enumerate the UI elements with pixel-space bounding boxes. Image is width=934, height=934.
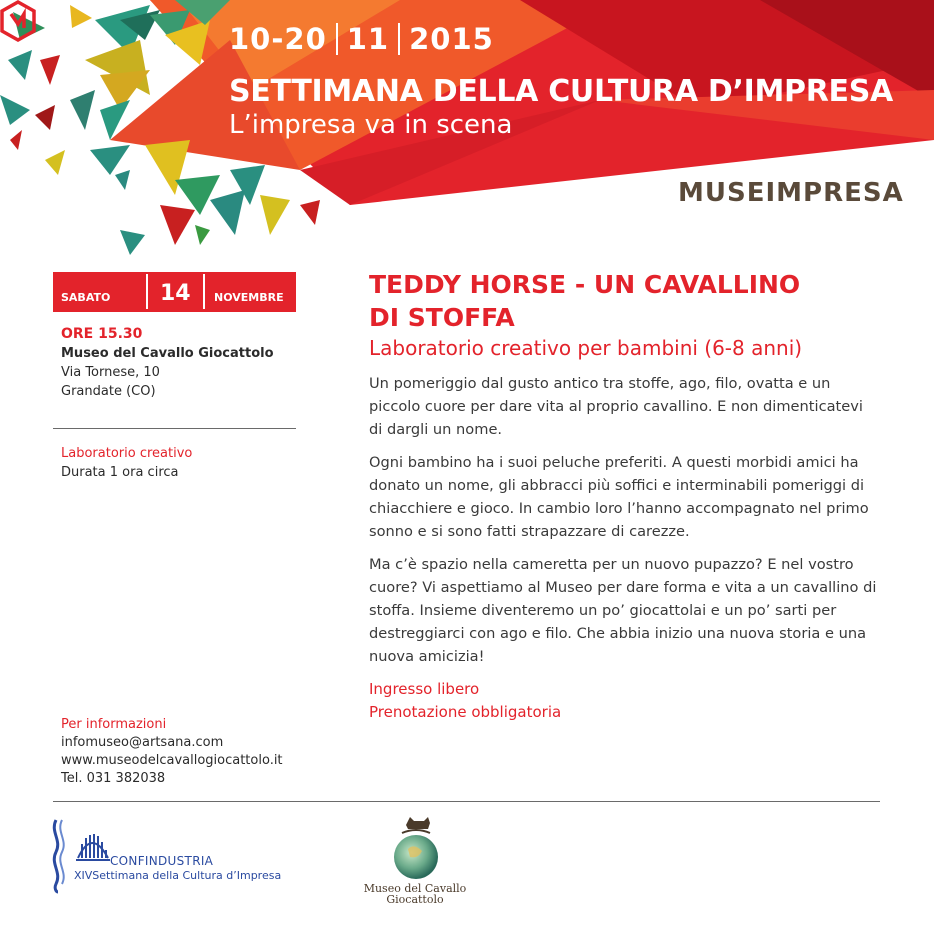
- paragraph: Ma c’è spazio nella cameretta per un nuovo pupazzo? E nel vostro cuore? Vi aspettiamo al Museo per dare forma e vita a un cavallino di stoffa. Insieme diventeremo un po’ giocattolai e un po’ sarti per destreggiarci con ago e filo. Che abbia inizio una nuova storia e una nuova amicizia!: [369, 556, 877, 665]
- bottom-divider: [53, 801, 880, 802]
- date-divider: [203, 274, 205, 309]
- main-title: [369, 268, 800, 334]
- main-subtitle: Laboratorio creativo per bambini (6-8 anni): [369, 336, 803, 360]
- event-subtitle: L’impresa va in scena: [229, 110, 513, 140]
- day-number: 14: [160, 281, 191, 306]
- paragraph: Ogni bambino ha i suoi peluche preferiti. A questi morbidi amici ha donato un nome, gli abbracci più soffici e interminabili pomeriggi di chiacchiere e gioco. In cambio loro l’hanno accompagnato nel primo sonno e si sono fatti strapazzare di carezze.: [369, 454, 869, 540]
- dates-range: 10-20: [229, 22, 327, 56]
- month-name: NOVEMBRE: [214, 291, 284, 304]
- activity-type: Laboratorio creativo: [61, 446, 193, 461]
- venue-city: Grandate (CO): [61, 384, 156, 399]
- museo-name-line1: Museo del Cavallo: [363, 882, 467, 895]
- museo-name: [362, 883, 468, 905]
- venue-name: Museo del Cavallo Giocattolo: [61, 346, 274, 361]
- contacts-label: Per informazioni: [61, 717, 167, 732]
- main-title-line1: TEDDY HORSE - UN CAVALLINO: [369, 270, 801, 299]
- main-title-line2: DI STOFFA: [369, 303, 515, 332]
- dates-year: 2015: [409, 22, 494, 56]
- event-dates: [229, 22, 494, 56]
- activity-info: [61, 444, 192, 482]
- event-title: SETTIMANA DELLA CULTURA D’IMPRESA: [229, 74, 893, 109]
- booking-info: Prenotazione obbligatoria: [369, 703, 562, 721]
- museo-name-line2: Giocattolo: [386, 893, 444, 906]
- date-box: [53, 272, 296, 312]
- confindustria-subtitle: XIVSettimana della Cultura d’Impresa: [74, 869, 282, 882]
- museimpresa-logo-icon: [0, 0, 36, 42]
- event-time: ORE 15.30: [61, 326, 143, 342]
- paragraph: Un pomeriggio dal gusto antico tra stoffe, ago, filo, ovatta e un piccolo cuore per dare vita al proprio cavallino. E non dimenticatevi di dargli un nome.: [369, 375, 863, 438]
- activity-duration: Durata 1 ora circa: [61, 465, 179, 480]
- entry-info: Ingresso libero: [369, 680, 480, 698]
- contact-phone: Tel. 031 382038: [61, 771, 166, 786]
- contact-info: [61, 716, 283, 788]
- left-divider: [53, 428, 296, 429]
- venue-info: [61, 325, 274, 401]
- contact-website[interactable]: www.museodelcavallogiocattolo.it: [61, 753, 283, 768]
- contact-email[interactable]: infomuseo@artsana.com: [61, 735, 224, 750]
- confindustria-name: CONFINDUSTRIA: [110, 854, 214, 868]
- day-name: SABATO: [61, 291, 111, 304]
- confindustria-logo-icon: [48, 818, 112, 894]
- date-separator: [336, 23, 338, 55]
- date-separator: [398, 23, 400, 55]
- venue-street: Via Tornese, 10: [61, 365, 160, 380]
- rocking-horse-globe-icon: [388, 813, 444, 883]
- museimpresa-wordmark: MUSEIMPRESA: [678, 178, 904, 208]
- date-divider: [146, 274, 148, 309]
- header-banner: [0, 0, 934, 270]
- dates-month: 11: [346, 22, 390, 56]
